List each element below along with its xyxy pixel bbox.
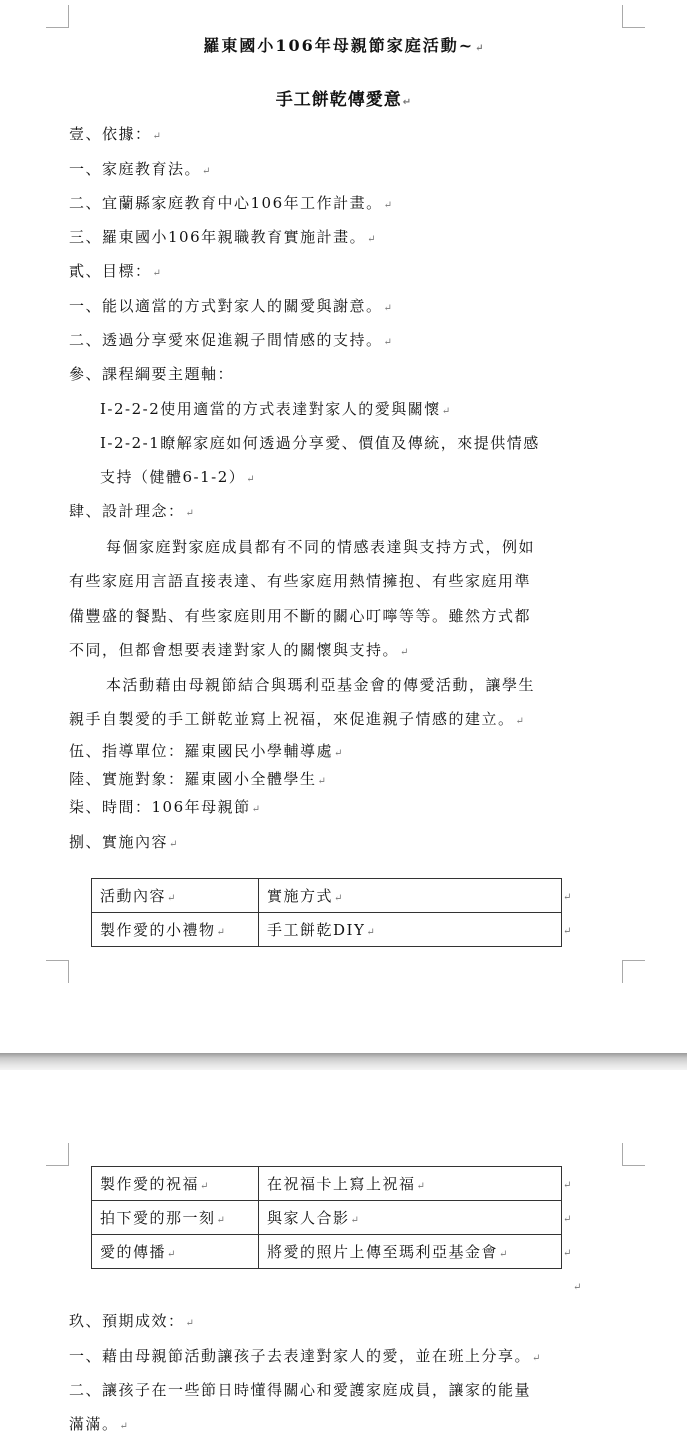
- margin-corner-mark: [46, 960, 69, 983]
- table-row: [92, 1201, 562, 1235]
- table-cell: 製作愛的小禮物↵: [92, 913, 259, 947]
- table-cell: 在祝福卡上寫上祝福↵: [259, 1167, 562, 1201]
- section-heading: 貳、目標：↵: [69, 262, 161, 280]
- row-end-mark: ↵: [573, 1282, 582, 1293]
- margin-corner-mark: [46, 1143, 69, 1166]
- document-subtitle: 手工餅乾傳愛意↵: [275, 90, 412, 110]
- table-cell: 將愛的照片上傳至瑪利亞基金會↵: [259, 1235, 562, 1269]
- row-end-mark: ↵: [563, 892, 572, 903]
- list-item: I-2-2-1瞭解家庭如何透過分享愛、價值及傳統，來提供情感: [100, 434, 540, 452]
- section-heading: 陸、實施對象：羅東國小全體學生↵: [69, 770, 326, 788]
- row-end-mark: ↵: [563, 1214, 572, 1225]
- row-end-mark: ↵: [563, 1180, 572, 1191]
- table-row: [92, 1167, 562, 1201]
- section-heading: 捌、實施內容↵: [69, 833, 178, 851]
- margin-corner-mark: [46, 5, 69, 28]
- paragraph-line: 親手自製愛的手工餅乾並寫上祝福，來促進親子情感的建立。↵: [69, 710, 524, 728]
- table-header-cell: 活動內容↵: [92, 879, 259, 913]
- list-item-continuation: 支持（健體6-1-2）↵: [100, 468, 255, 486]
- margin-corner-mark: [622, 960, 645, 983]
- activity-table-continued: [91, 1166, 562, 1269]
- table-cell: 愛的傳播↵: [92, 1235, 259, 1269]
- row-end-mark: ↵: [563, 926, 572, 937]
- margin-corner-mark: [622, 1143, 645, 1166]
- table-row: [92, 913, 562, 947]
- paragraph-line: 不同，但都會想要表達對家人的關懷與支持。↵: [69, 641, 409, 659]
- table-cell: 手工餅乾DIY↵: [259, 913, 562, 947]
- page-break-gap: [0, 1053, 687, 1070]
- table-cell: 製作愛的祝福↵: [92, 1167, 259, 1201]
- paragraph-line: 每個家庭對家庭成員都有不同的情感表達與支持方式，例如: [106, 538, 536, 556]
- activity-table: [91, 878, 562, 947]
- document-title: 羅東國小106年母親節家庭活動~↵: [203, 36, 484, 55]
- list-item: 二、透過分享愛來促進親子間情感的支持。↵: [69, 331, 392, 349]
- table-cell: 與家人合影↵: [259, 1201, 562, 1235]
- paragraph-line: 備豐盛的餐點、有些家庭則用不斷的關心叮嚀等等。雖然方式都: [69, 607, 532, 625]
- section-heading: 壹、依據：↵: [69, 125, 161, 143]
- list-item: 一、藉由母親節活動讓孩子去表達對家人的愛，並在班上分享。↵: [69, 1347, 541, 1365]
- list-item: 一、家庭教育法。↵: [69, 160, 211, 178]
- section-heading: 伍、指導單位：羅東國民小學輔導處↵: [69, 742, 343, 760]
- table-header-row: [92, 879, 562, 913]
- paragraph-line: 有些家庭用言語直接表達、有些家庭用熱情擁抱、有些家庭用準: [69, 572, 532, 590]
- list-item-continuation: 滿滿。↵: [69, 1415, 128, 1433]
- table-cell: 拍下愛的那一刻↵: [92, 1201, 259, 1235]
- section-heading: 玖、預期成效：↵: [69, 1312, 194, 1330]
- list-item: 二、宜蘭縣家庭教育中心106年工作計畫。↵: [69, 194, 393, 212]
- document-page-2: [0, 1070, 687, 1435]
- list-item: 二、讓孩子在一些節日時懂得關心和愛護家庭成員，讓家的能量: [69, 1381, 532, 1399]
- margin-corner-mark: [622, 5, 645, 28]
- table-header-cell: 實施方式↵: [259, 879, 562, 913]
- section-heading: 柒、時間：106年母親節↵: [69, 798, 261, 816]
- section-heading: 參、課程綱要主題軸：: [69, 365, 235, 383]
- list-item: 一、能以適當的方式對家人的關愛與謝意。↵: [69, 297, 392, 315]
- row-end-mark: ↵: [563, 1248, 572, 1259]
- list-item: I-2-2-2使用適當的方式表達對家人的愛與關懷↵: [100, 400, 451, 418]
- section-heading: 肆、設計理念：↵: [69, 502, 194, 520]
- paragraph-line: 本活動藉由母親節結合與瑪利亞基金會的傳愛活動，讓學生: [106, 676, 536, 694]
- list-item: 三、羅東國小106年親職教育實施計畫。↵: [69, 228, 376, 246]
- table-row: [92, 1235, 562, 1269]
